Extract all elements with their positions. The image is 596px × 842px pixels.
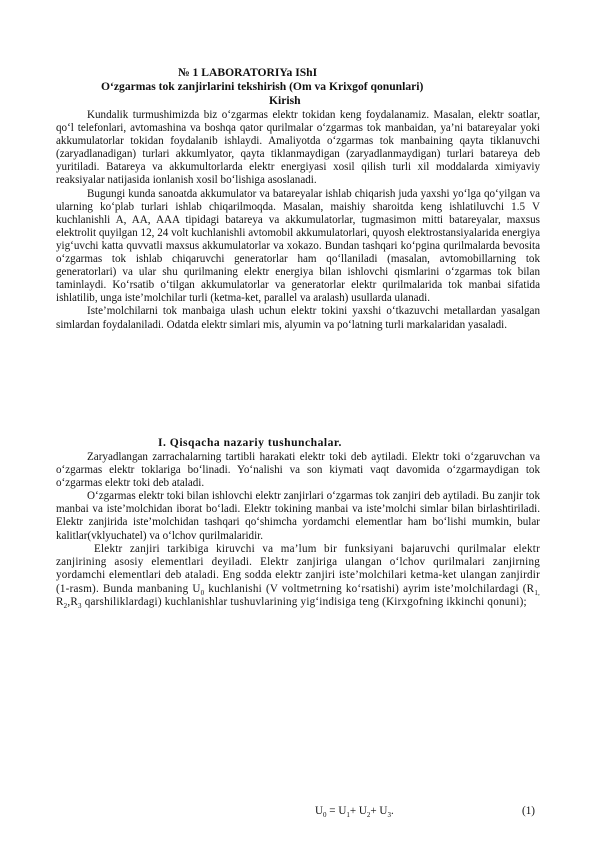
theory-paragraph-1: Zaryadlangan zarrachalarning tartibli harakati elektr toki deb aytiladi. Elektr toki o‘zgaruvchan va o‘zgarmas elektr toklariga bo‘linadi. Yo‘nalishi va son kiymati vaqt davomida o‘zgarmaydigan tok o‘zgarmas elektr toki deb ataladi. [56,451,540,490]
intro-paragraph-3: Iste’molchilarni tok manbaiga ulash uchun elektr tokini yaxshi o‘tkazuvchi metallardan yasalgan simlardan foydalaniladi. Odatda elektr simlari mis, alyumin va po‘latning turli markalaridan yasaladi. [56,305,540,331]
theory-p3-mid1: kuchlanishi (V voltmetrning ko‘rsatishi) ayrim iste’molchilardagi (R [204,582,535,595]
subscript-3: 3 [77,602,82,611]
lab-topic: O‘zgarmas tok zanjirlarini tekshirish (Om va Krixgof qonunlari) [101,80,424,93]
theory-p3-start: Elektr zanjiri tarkibiga kiruvchi va ma’lum bir funksiyani bajaruvchi qurilmalar elektr zanjirining asosiy elementlari deyiladi. Elektr zanjiriga ulangan o‘lchov qurilmalari zanjirning yordamchi elementlari deb ataladi. Eng sodda elektr zanjiri iste’molchilari ketma-ket ulangan zanjirdir (1-rasm). Bunda manbaning U [56,542,540,595]
equation-number: (1) [522,805,535,817]
intro-paragraph-1: Kundalik turmushimizda biz o‘zgarmas elektr tokidan keng foydalanamiz. Masalan, elektr soatlar, qo‘l telefonlari, avtomashina va boshqa qator qurilmalar o‘zgarmas tok manbaidan, ya’ni batareyalar yoki akkumulatorlar tokidan foydalanib ishlaydi. Amaliyotda o‘zgarmas tok manbaining qayta tiklanuvchi (zaryadlanadigan) turlari akkumlyator, qayta tiklanmaydigan (zaryadlanmaydigan) turlari batareya deb yuritiladi. Batareya va akkumultorlarda elektr energiyasi xosil qilish turli xil moddalarda ximiyaviy reaksiyalar natijasida ionlanish xosil bo‘lishiga asoslanadi. [56,109,540,187]
subscript-2: 2 [63,602,68,611]
kirchhoff-equation [315,805,394,818]
theory-p3-mid3: ,R [67,596,78,609]
theory-heading: I. Qisqacha nazariy tushunchalar. [158,436,342,449]
intro-heading: Kirish [269,94,301,107]
eq-sub-3: 3 [387,811,391,820]
eq-sub-0: 0 [323,811,327,820]
eq-sub-2: 2 [366,811,371,820]
eq-u2: + U [349,805,367,817]
eq-end: . [390,805,394,817]
theory-paragraph-3 [56,543,540,610]
eq-sub-1: 1 [346,811,350,820]
subscript-1: 1, [534,589,541,598]
eq-u3: + U [370,805,388,817]
eq-u0: U [315,805,324,817]
eq-u1: = U [326,805,347,817]
intro-section [56,109,540,332]
lab-title: № 1 LABORATORIYa IShI [178,66,318,79]
theory-paragraph-2: O‘zgarmas elektr toki bilan ishlovchi elektr zanjirlari o‘zgarmas tok zanjiri deb aytiladi. Bu zanjir tok manbai va iste’molchidan iborat bo‘ladi. Elektr tokining manbai va iste’molchi simlar bilan birlashtiriladi. Elektr zanjirida iste’molchidan tashqari qo‘shimcha yordamchi elementlar ham bo‘lishi mumkin, bular kalitlar(vklyuchatel) va o‘lchov qurilmalaridir. [56,490,540,542]
theory-p3-mid2: R [56,596,64,609]
theory-section [56,451,540,610]
intro-paragraph-2: Bugungi kunda sanoatda akkumulator va batareyalar ishlab chiqarish juda yaxshi yo‘lga qo‘yilgan va ularning ko‘plab turlari ishlab chiqarilmoqda. Masalan, maishiy sharoitda keng ishlatiluvchi 1.5 V kuchlanishli A, AA, AAA tipidagi batareya va akkumulatorlar, tugmasimon mitti batareyalar, maxsus elektrolit quyilgan 12, 24 volt kuchlanishli avtomobil akkumulatorlari, quyosh elektrostansiyalarida energiya yig‘uvchi katta quvvatli maxsus akkumulatorlar va xokazo. Bundan tashqari ko‘pgina qurilmalarda bevosita o‘zgarmas tok ishlab chiqaruvchi generatorlar ham qo‘llaniladi (masalan, avtomobillarning tok generatorlari) va ular shu qurilmaning elektr energiya bilan ishlovchi qismlarini o‘zgarmas tok bilan taminlaydi. Ko‘rsatib o‘tilgan akkumulatorlar va generatorlar elektr qurilmalarida tok manbai sifatida ishlatilib, unga iste’molchilar turli (ketma-ket, parallel va aralash) usullarda ulanadi. [56,187,540,305]
subscript-0: 0 [200,589,205,598]
theory-p3-end: qarshiliklardagi) kuchlanishlar tushuvlarining yig‘indisiga teng (Kirxgofning ikkinchi qonuni); [81,596,527,609]
